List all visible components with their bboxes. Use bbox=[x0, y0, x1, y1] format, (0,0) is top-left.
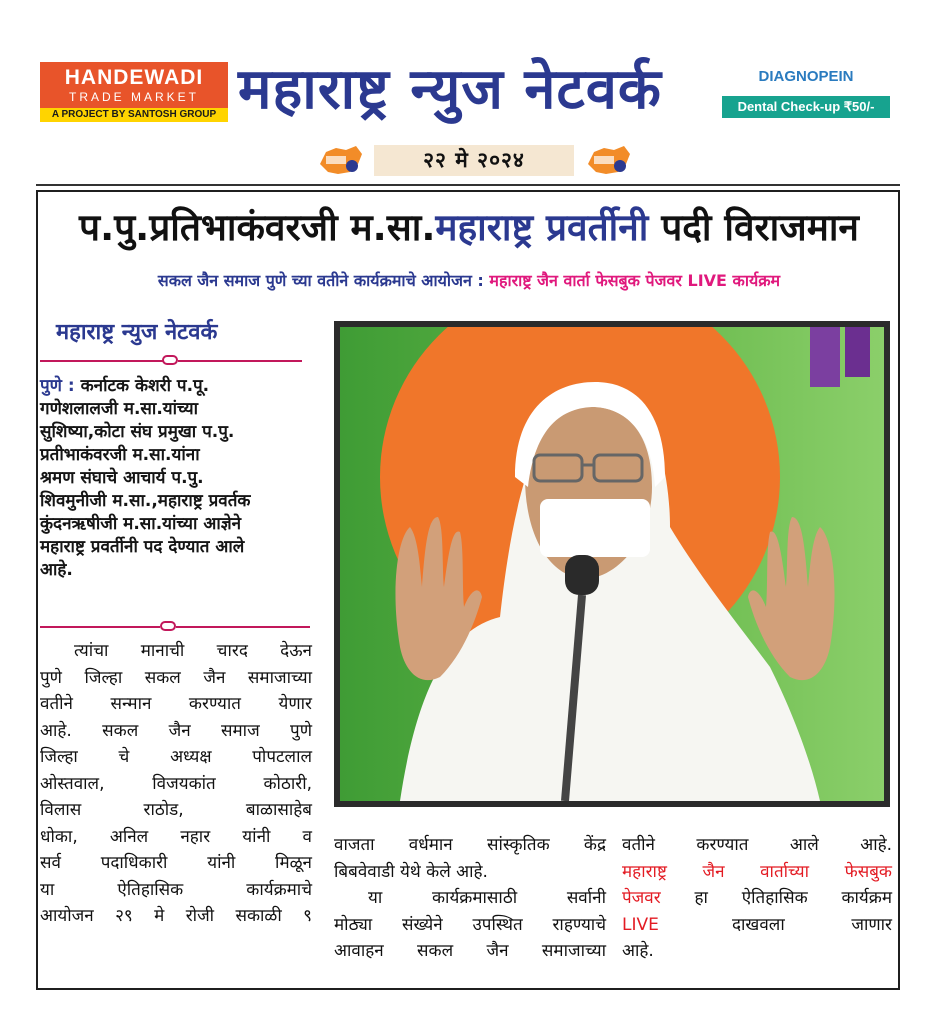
body-line: वतीने करण्यात आले आहे. bbox=[622, 835, 892, 855]
ad-brand-title: HANDEWADI bbox=[64, 66, 204, 89]
body-column-1 bbox=[40, 638, 312, 930]
body-line: आवाहन सकल जैन समाजाच्या bbox=[334, 941, 606, 961]
lead-line: कुंदनऋषीजी म.सा.यांच्या आज्ञेने bbox=[40, 514, 242, 534]
handewadi-advertisement[interactable] bbox=[40, 62, 228, 122]
ad-brand-subtitle: TRADE MARKET bbox=[68, 90, 199, 104]
article-photo bbox=[334, 321, 890, 807]
lead-line: श्रमण संघाचे आचार्य प.पु. bbox=[40, 468, 204, 488]
lead-line: प्रतीभाकंवरजी म.सा.यांना bbox=[40, 445, 200, 465]
lead-paragraph bbox=[40, 375, 312, 582]
body-line: सर्व पदाधिकारी यांनी मिळून bbox=[40, 853, 312, 873]
lead-line: सुशिष्या,कोटा संघ प्रमुखा प.पु. bbox=[40, 422, 235, 442]
body-line-highlight: महाराष्ट्र जैन वार्ताच्या फेसबुक bbox=[622, 861, 892, 882]
body-line: आहे. bbox=[622, 941, 654, 961]
body-line: या कार्यक्रमासाठी सर्वानी bbox=[368, 888, 606, 908]
body-line: ओस्तवाल, विजयकांत कोठारी, bbox=[40, 773, 312, 794]
ornament-rule-left bbox=[40, 360, 170, 362]
lead-line: शिवमुनीजी म.सा.,महाराष्ट्र प्रवर्तक bbox=[40, 491, 251, 511]
body-column-2 bbox=[334, 832, 606, 965]
body-line: जिल्हा चे अध्यक्ष पोपटलाल bbox=[40, 747, 312, 767]
subheadline-part-b: महाराष्ट्र जैन वार्ता फेसबुक पेजवर LIVE कार्यक्रम bbox=[489, 271, 781, 290]
headline-part-2: महाराष्ट्र प्रवर्तीनी bbox=[435, 206, 649, 249]
body-line: या ऐतिहासिक कार्यक्रमाचे bbox=[40, 879, 312, 900]
headline-part-3: पदी विराजमान bbox=[648, 206, 859, 249]
body-line: बिबवेवाडी येथे केले आहे. bbox=[334, 861, 488, 882]
ornament-rule-right bbox=[178, 360, 302, 362]
photo-illustration bbox=[340, 327, 884, 801]
lead-line: गणेशलालजी म.सा.यांच्या bbox=[40, 399, 199, 419]
header-divider bbox=[36, 184, 900, 186]
lead-line: पुणे : कर्नाटक केशरी प.पू. bbox=[40, 376, 210, 396]
maharashtra-map-logo-icon bbox=[584, 142, 634, 178]
ornament-icon bbox=[162, 355, 178, 365]
body-line: विलास राठोड, बाळासाहेब bbox=[40, 800, 312, 820]
headline-part-1: प.पु.प्रतिभाकंवरजी म.सा. bbox=[79, 206, 436, 249]
body-line: आयोजन २९ मे रोजी सकाळी ९ bbox=[40, 906, 312, 926]
ad-right-brand: DIAGNOPEIN bbox=[758, 68, 854, 85]
lead-line: आहे. bbox=[40, 560, 73, 580]
lead-line: महाराष्ट्र प्रवर्तीनी पद देण्यात आले bbox=[40, 537, 245, 557]
body-line: आहे. सकल जैन समाज पुणे bbox=[40, 720, 312, 741]
ad-right-offer: Dental Check-up ₹50/- bbox=[722, 96, 890, 118]
ad-brand-tagline: A PROJECT BY SANTOSH GROUP bbox=[40, 108, 228, 122]
issue-date: २२ मे २०२४ bbox=[374, 145, 574, 176]
body-line: मोठ्या संख्येने उपस्थित राहण्याचे bbox=[334, 914, 606, 935]
body-line: त्यांचा मानाची चारद देऊन bbox=[74, 641, 312, 661]
dateline: पुणे : bbox=[40, 376, 75, 396]
ornament-rule-right bbox=[176, 626, 310, 628]
maharashtra-map-logo-icon bbox=[316, 142, 366, 178]
article-subheadline bbox=[44, 266, 894, 296]
body-line: वतीने सन्मान करण्यात येणार bbox=[40, 694, 312, 714]
ornament-icon bbox=[160, 621, 176, 631]
body-line: धोका, अनिल नहार यांनी व bbox=[40, 826, 312, 847]
body-column-3 bbox=[622, 832, 892, 965]
ornament-rule-left bbox=[40, 626, 160, 628]
bureau-label: महाराष्ट्र न्युज नेटवर्क bbox=[56, 320, 218, 345]
body-line: LIVE दाखवला जाणार bbox=[622, 914, 892, 935]
body-line: पुणे जिल्हा सकल जैन समाजाच्या bbox=[40, 667, 312, 688]
diagnopein-advertisement[interactable] bbox=[722, 66, 890, 118]
subheadline-part-a: सकल जैन समाज पुणे च्या वतीने कार्यक्रमाचे आयोजन : bbox=[157, 271, 490, 290]
body-line: पेजवर हा ऐतिहासिक कार्यक्रम bbox=[622, 888, 892, 908]
body-line: वाजता वर्धमान सांस्कृतिक केंद्र bbox=[334, 835, 606, 855]
newspaper-masthead: महाराष्ट्र न्युज नेटवर्क bbox=[238, 57, 662, 122]
article-headline bbox=[44, 196, 894, 260]
